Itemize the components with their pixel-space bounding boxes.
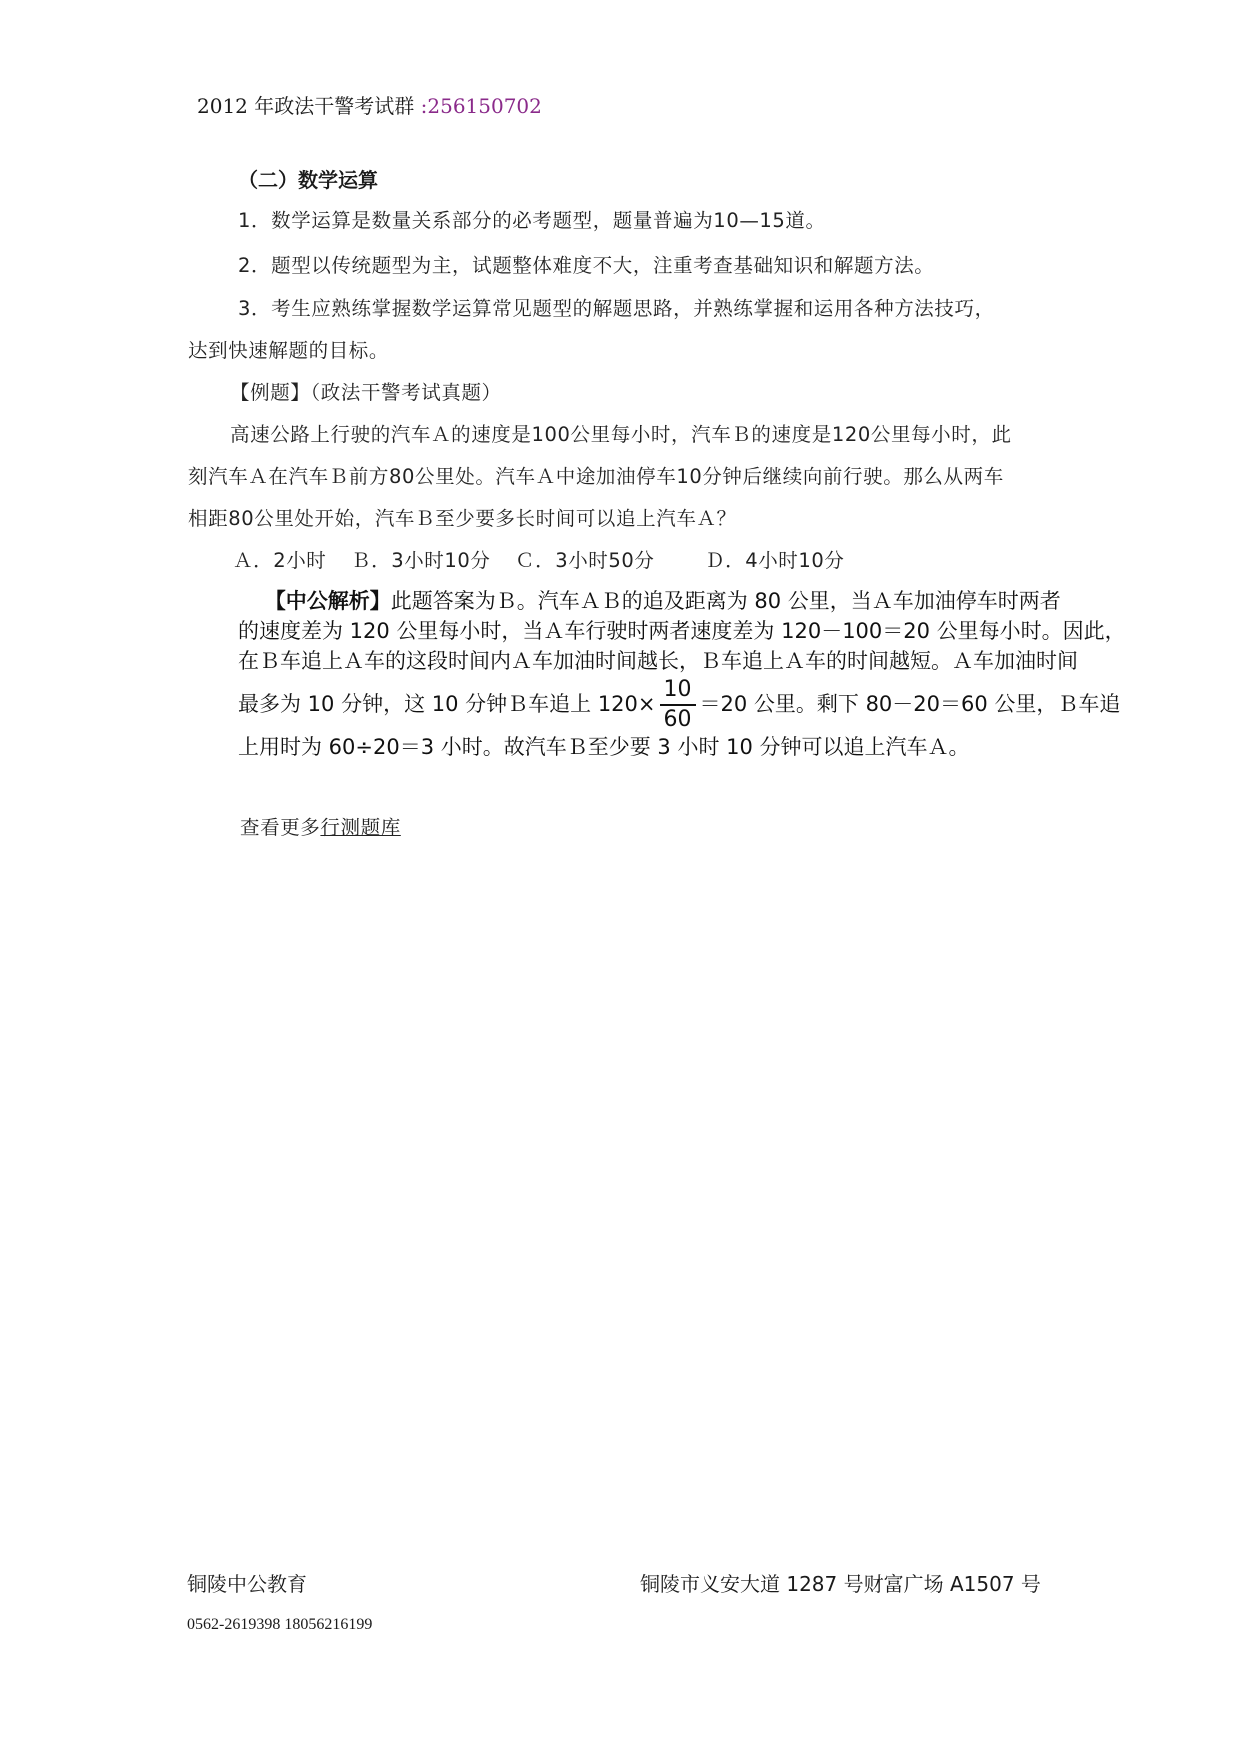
analysis-line-5: 上用时为 60÷20＝3 小时。故汽车Ｂ至少要 3 小时 10 分钟可以追上汽车Ａ。 [238,735,970,759]
footer-phone: 0562-2619398 18056216199 [187,1616,373,1633]
example-label: 【例题】（政法干警考试真题） [230,381,502,404]
question-bank-link[interactable]: 行测题库 [320,816,401,839]
more-prefix: 查看更多 [240,816,321,839]
option-d: Ｄ．4小时10分 [705,549,845,572]
fraction-bar [660,704,696,706]
header-title: 2012 年政法干警考试群 [197,94,421,118]
footer-address: 铜陵市义安大道 1287 号财富广场 A1507 号 [640,1572,1041,1596]
analysis-line-4 [238,676,1121,732]
analysis-line-2: 的速度差为 120 公里每小时，当Ａ车行驶时两者速度差为 120－100＝20 公里每小时。因此， [238,619,1126,643]
analysis-label: 【中公解析】 [264,589,391,613]
footer-org: 铜陵中公教育 [187,1572,307,1596]
answer-options [233,545,845,573]
header-qq-number: :256150702 [420,94,542,118]
option-a: Ａ．2小时 [233,549,327,572]
analysis-line-3: 在Ｂ车追上Ａ车的这段时间内Ａ车加油时间越长，Ｂ车追上Ａ车的时间越短。Ａ车加油时间 [238,649,1078,673]
fraction [660,679,696,731]
fraction-numerator: 10 [663,677,692,702]
analysis-text-4b: ＝20 公里。剩下 80－20＝60 公里，Ｂ车追 [699,692,1121,716]
option-b: Ｂ．3小时10分 [351,549,491,572]
point-1: 1．数学运算是数量关系部分的必考题型，题量普遍为10—15道。 [238,209,826,232]
point-3-continued: 达到快速解题的目标。 [188,339,390,362]
question-line-2: 刻汽车Ａ在汽车Ｂ前方80公里处。汽车Ａ中途加油停车10分钟后继续向前行驶。那么从两车 [188,465,1004,488]
analysis-text-4a: 最多为 10 分钟，这 10 分钟Ｂ车追上 120× [238,692,656,716]
point-2: 2．题型以传统题型为主，试题整体难度不大，注重考查基础知识和解题方法。 [238,254,935,277]
analysis-line-1 [238,586,1118,616]
analysis-block [238,586,1126,762]
analysis-text-1: 此题答案为Ｂ。汽车ＡＢ的追及距离为 80 公里，当Ａ车加油停车时两者 [390,589,1061,613]
question-line-3: 相距80公里处开始，汽车Ｂ至少要多长时间可以追上汽车Ａ？ [188,507,737,530]
header-line [197,90,542,119]
fraction-denominator: 60 [663,707,692,732]
point-3: 3．考生应熟练掌握数学运算常见题型的解题思路，并熟练掌握和运用各种方法技巧， [238,297,995,320]
section-heading: （二）数学运算 [238,168,378,192]
question-line-1: 高速公路上行驶的汽车Ａ的速度是100公里每小时，汽车Ｂ的速度是120公里每小时，此 [230,423,1012,446]
option-c: Ｃ．3小时50分 [515,549,655,572]
more-questions-line [240,812,401,840]
